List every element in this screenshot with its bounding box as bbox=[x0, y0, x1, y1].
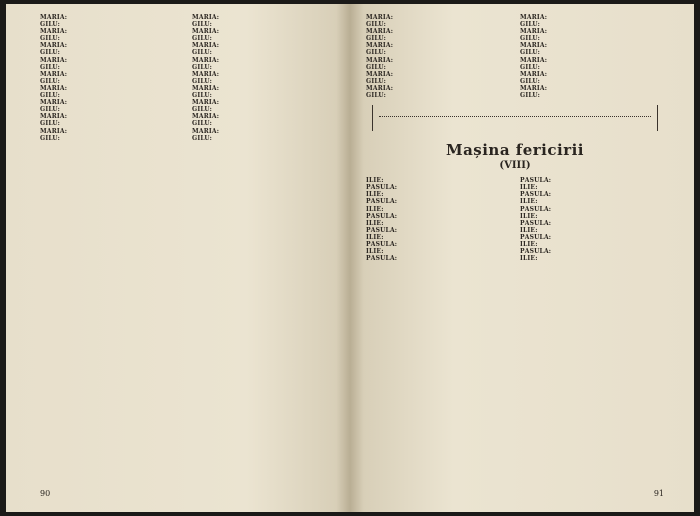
speaker-name: MARIA: bbox=[366, 14, 394, 21]
speaker-name: PĂSULA: bbox=[366, 212, 398, 220]
dialogue-line bbox=[366, 227, 510, 234]
speaker-name: GILU: bbox=[366, 63, 387, 71]
right-top-column-1 bbox=[366, 14, 510, 99]
speaker-name: MARIA: bbox=[40, 127, 68, 135]
section-title: Mașina fericirii bbox=[445, 141, 585, 160]
speaker-name: GILU: bbox=[40, 92, 61, 100]
dialogue-line bbox=[520, 241, 664, 248]
dialogue-line bbox=[366, 191, 510, 198]
speaker-name: MARIA: bbox=[520, 28, 548, 36]
speaker-name: MARIA: bbox=[192, 70, 220, 78]
speaker-name: GILU: bbox=[192, 35, 213, 43]
dialogue-line bbox=[40, 42, 182, 49]
speaker-name: GILU: bbox=[520, 49, 541, 57]
dialogue-line bbox=[520, 234, 664, 241]
dialogue-line bbox=[192, 120, 334, 127]
speaker-name: PĂSULA: bbox=[520, 248, 552, 256]
speaker-name: GILU: bbox=[192, 21, 213, 29]
speaker-name: GILU: bbox=[520, 21, 541, 29]
speaker-name: GILU: bbox=[40, 21, 61, 29]
dialogue-line bbox=[40, 120, 182, 127]
speaker-name: PĂSULA: bbox=[520, 233, 552, 241]
dialogue-line bbox=[520, 64, 664, 71]
dialogue-line bbox=[520, 35, 664, 42]
dialogue-line bbox=[520, 213, 664, 220]
dialogue-line bbox=[520, 206, 664, 213]
speaker-name: MARIA: bbox=[366, 56, 394, 64]
dialogue-line bbox=[192, 28, 334, 35]
speaker-name: PĂSULA: bbox=[366, 184, 398, 192]
speaker-name: GILU: bbox=[40, 120, 61, 128]
dialogue-line bbox=[520, 191, 664, 198]
dialogue-line bbox=[192, 128, 334, 135]
left-page-columns bbox=[40, 14, 334, 142]
dotted-rule bbox=[379, 116, 651, 117]
dialogue-line bbox=[366, 184, 510, 191]
dialogue-line bbox=[192, 64, 334, 71]
dialogue-line bbox=[192, 92, 334, 99]
speaker-name: MARIA: bbox=[40, 84, 68, 92]
dialogue-line bbox=[520, 198, 664, 205]
dialogue-line bbox=[366, 255, 510, 262]
dialogue-line bbox=[366, 71, 510, 78]
dialogue-line bbox=[40, 85, 182, 92]
dialogue-line bbox=[40, 128, 182, 135]
dialogue-line bbox=[366, 28, 510, 35]
dialogue-line bbox=[366, 21, 510, 28]
dialogue-line bbox=[520, 220, 664, 227]
dialogue-line bbox=[366, 42, 510, 49]
dialogue-line bbox=[520, 255, 664, 262]
right-bottom-column-1 bbox=[366, 177, 510, 262]
dialogue-line bbox=[192, 78, 334, 85]
right-top-columns bbox=[366, 14, 664, 99]
dialogue-line bbox=[40, 106, 182, 113]
dialogue-line bbox=[520, 14, 664, 21]
speaker-name: GILU: bbox=[366, 92, 387, 100]
speaker-name: ILIE: bbox=[366, 205, 384, 213]
left-column-2 bbox=[192, 14, 334, 142]
speaker-name: GILU: bbox=[192, 120, 213, 128]
dialogue-line bbox=[520, 227, 664, 234]
speaker-name: MARIA: bbox=[192, 99, 220, 107]
dialogue-line bbox=[40, 57, 182, 64]
dialogue-line bbox=[40, 28, 182, 35]
speaker-name: ILIE: bbox=[366, 191, 384, 199]
dialogue-line bbox=[192, 85, 334, 92]
dialogue-line bbox=[192, 35, 334, 42]
speaker-name: GILU: bbox=[366, 21, 387, 29]
right-page bbox=[350, 4, 694, 512]
speaker-name: MARIA: bbox=[192, 42, 220, 50]
speaker-name: GILU: bbox=[192, 106, 213, 114]
dialogue-line bbox=[366, 241, 510, 248]
speaker-name: MARIA: bbox=[40, 99, 68, 107]
dialogue-line bbox=[520, 78, 664, 85]
left-column-1 bbox=[40, 14, 182, 142]
speaker-name: PĂSULA: bbox=[520, 219, 552, 227]
speaker-name: MARIA: bbox=[520, 42, 548, 50]
dialogue-line bbox=[366, 213, 510, 220]
speaker-name: GILU: bbox=[40, 106, 61, 114]
speaker-name: MARIA: bbox=[520, 14, 548, 21]
speaker-name: PĂSULA: bbox=[520, 191, 552, 199]
speaker-name: ILIE: bbox=[366, 233, 384, 241]
dialogue-line bbox=[520, 49, 664, 56]
dialogue-line bbox=[520, 92, 664, 99]
dialogue-line bbox=[366, 85, 510, 92]
speaker-name: GILU: bbox=[40, 35, 61, 43]
speaker-name: GILU: bbox=[40, 63, 61, 71]
speaker-name: GILU: bbox=[520, 77, 541, 85]
dialogue-line bbox=[40, 21, 182, 28]
dialogue-line bbox=[520, 71, 664, 78]
speaker-name: GILU: bbox=[40, 77, 61, 85]
speaker-name: MARIA: bbox=[192, 84, 220, 92]
dialogue-line bbox=[366, 177, 510, 184]
speaker-name: GILU: bbox=[520, 35, 541, 43]
dialogue-line bbox=[520, 85, 664, 92]
dialogue-line bbox=[366, 234, 510, 241]
speaker-name: MARIA: bbox=[366, 70, 394, 78]
speaker-name: GILU: bbox=[192, 92, 213, 100]
speaker-name: MARIA: bbox=[192, 113, 220, 121]
dialogue-line bbox=[40, 92, 182, 99]
speaker-name: ILIE: bbox=[366, 177, 384, 185]
speaker-name: PĂSULA: bbox=[520, 177, 552, 185]
right-bottom-columns bbox=[366, 177, 664, 262]
dialogue-line bbox=[366, 78, 510, 85]
dialogue-line bbox=[40, 99, 182, 106]
speaker-name: MARIA: bbox=[520, 56, 548, 64]
dialogue-line bbox=[40, 35, 182, 42]
speaker-name: MARIA: bbox=[366, 28, 394, 36]
dialogue-line bbox=[366, 198, 510, 205]
speaker-name: GILU: bbox=[366, 77, 387, 85]
dialogue-line bbox=[366, 220, 510, 227]
dialogue-line bbox=[520, 42, 664, 49]
dialogue-line bbox=[366, 64, 510, 71]
book-spread bbox=[6, 4, 694, 512]
dialogue-line bbox=[192, 99, 334, 106]
speaker-name: PĂSULA: bbox=[366, 240, 398, 248]
dialogue-line bbox=[366, 35, 510, 42]
speaker-name: MARIA: bbox=[366, 42, 394, 50]
speaker-name: MARIA: bbox=[520, 70, 548, 78]
speaker-name: MARIA: bbox=[40, 42, 68, 50]
speaker-name: ILIE: bbox=[520, 212, 538, 220]
speaker-name: MARIA: bbox=[40, 113, 68, 121]
dialogue-line bbox=[520, 177, 664, 184]
dialogue-line bbox=[520, 21, 664, 28]
dialogue-line bbox=[192, 42, 334, 49]
speaker-name: MARIA: bbox=[40, 56, 68, 64]
speaker-name: ILIE: bbox=[520, 226, 538, 234]
dialogue-line bbox=[520, 57, 664, 64]
dialogue-line bbox=[520, 28, 664, 35]
speaker-name: PĂSULA: bbox=[366, 198, 398, 206]
speaker-name: PĂSULA: bbox=[520, 205, 552, 213]
speaker-name: MARIA: bbox=[40, 14, 68, 21]
speaker-name: GILU: bbox=[366, 35, 387, 43]
dialogue-line bbox=[40, 135, 182, 142]
speaker-name: GILU: bbox=[520, 63, 541, 71]
speaker-name: MARIA: bbox=[40, 70, 68, 78]
speaker-name: ILIE: bbox=[366, 248, 384, 256]
dialogue-line bbox=[520, 184, 664, 191]
dialogue-line bbox=[40, 64, 182, 71]
dialogue-line bbox=[520, 248, 664, 255]
dialogue-line bbox=[40, 71, 182, 78]
dialogue-line bbox=[366, 248, 510, 255]
speaker-name: GILU: bbox=[40, 134, 61, 142]
speaker-name: GILU: bbox=[520, 92, 541, 100]
dialogue-line bbox=[192, 21, 334, 28]
dialogue-line bbox=[366, 92, 510, 99]
speaker-name: GILU: bbox=[192, 63, 213, 71]
dialogue-line bbox=[192, 135, 334, 142]
speaker-name: ILIE: bbox=[520, 240, 538, 248]
speaker-name: ILIE: bbox=[520, 198, 538, 206]
right-top-column-2 bbox=[520, 14, 664, 99]
page-number-left: 90 bbox=[40, 489, 51, 498]
speaker-name: GILU: bbox=[192, 77, 213, 85]
dialogue-line bbox=[192, 49, 334, 56]
dialogue-line bbox=[192, 57, 334, 64]
speaker-name: GILU: bbox=[192, 49, 213, 57]
dialogue-line bbox=[192, 113, 334, 120]
speaker-name: PĂSULA: bbox=[366, 226, 398, 234]
dialogue-line bbox=[366, 206, 510, 213]
section-subtitle: (VIII) bbox=[499, 160, 531, 172]
speaker-name: GILU: bbox=[192, 134, 213, 142]
dialogue-line bbox=[40, 113, 182, 120]
speaker-name: MARIA: bbox=[192, 56, 220, 64]
speaker-name: GILU: bbox=[366, 49, 387, 57]
section-divider bbox=[372, 105, 658, 131]
dialogue-line bbox=[192, 71, 334, 78]
dialogue-line bbox=[366, 14, 510, 21]
speaker-name: MARIA: bbox=[192, 127, 220, 135]
speaker-name: MARIA: bbox=[192, 28, 220, 36]
dialogue-line bbox=[366, 57, 510, 64]
right-bottom-column-2 bbox=[520, 177, 664, 262]
dialogue-line bbox=[192, 106, 334, 113]
speaker-name: MARIA: bbox=[40, 28, 68, 36]
speaker-name: ILIE: bbox=[520, 184, 538, 192]
speaker-name: MARIA: bbox=[192, 14, 220, 21]
page-number-right: 91 bbox=[653, 489, 664, 498]
dialogue-line bbox=[366, 49, 510, 56]
speaker-name: PĂSULA: bbox=[366, 255, 398, 263]
dialogue-line bbox=[192, 14, 334, 21]
speaker-name: MARIA: bbox=[366, 84, 394, 92]
dialogue-line bbox=[40, 49, 182, 56]
speaker-name: ILIE: bbox=[520, 255, 538, 263]
dialogue-line bbox=[40, 14, 182, 21]
speaker-name: MARIA: bbox=[520, 84, 548, 92]
speaker-name: GILU: bbox=[40, 49, 61, 57]
left-page bbox=[6, 4, 350, 512]
dialogue-line bbox=[40, 78, 182, 85]
speaker-name: ILIE: bbox=[366, 219, 384, 227]
